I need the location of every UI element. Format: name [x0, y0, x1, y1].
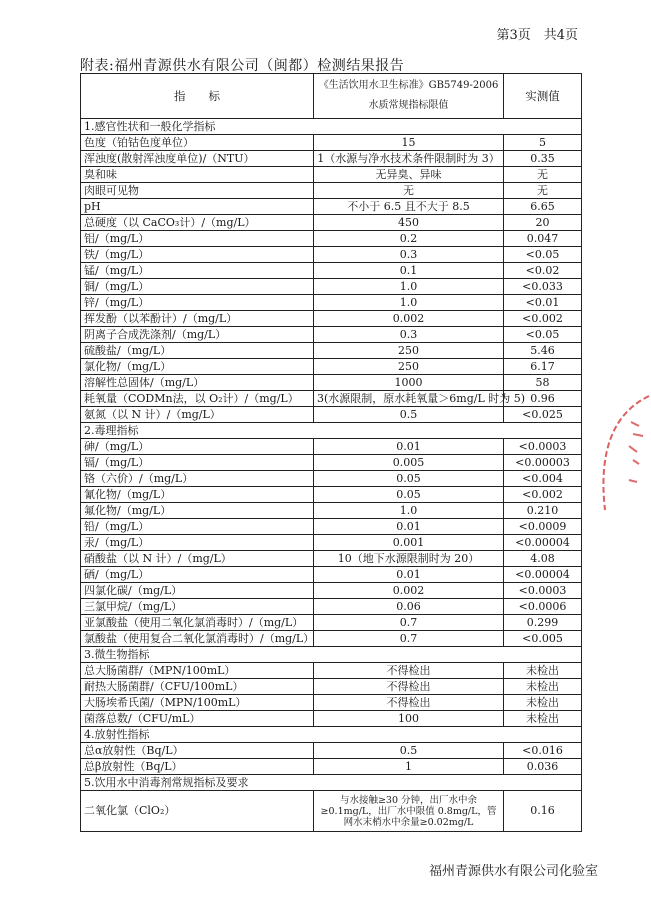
results-table-container: [80, 73, 581, 832]
indicator-name: 硝酸盐（以 N 计）/（mg/L）: [81, 551, 314, 567]
measured-value: <0.016: [504, 743, 582, 759]
standard-limit: 3(水源限制，原水耗氧量＞6mg/L 时为 5): [314, 391, 504, 407]
indicator-name: 汞/（mg/L）: [81, 535, 314, 551]
indicator-name: 二氧化氯（ClO₂）: [81, 791, 314, 832]
table-row: [81, 679, 582, 695]
measured-value: <0.0009: [504, 519, 582, 535]
measured-value: 未检出: [504, 695, 582, 711]
table-row: [81, 247, 582, 263]
indicator-name: 耐热大肠菌群/（CFU/100mL）: [81, 679, 314, 695]
section-label: 2.毒理指标: [81, 423, 582, 439]
standard-limit: 与水接触≥30 分钟，出厂水中余≥0.1mg/L，出厂水中限值 0.8mg/L，管网水末梢水中余量≥0.02mg/L: [314, 791, 504, 832]
table-row: [81, 263, 582, 279]
standard-limit: 250: [314, 343, 504, 359]
section-row: [81, 727, 582, 743]
standard-limit: 0.1: [314, 263, 504, 279]
table-row: [81, 391, 582, 407]
measured-value: 未检出: [504, 679, 582, 695]
indicator-name: pH: [81, 199, 314, 215]
indicator-name: 氨氮（以 N 计）/（mg/L）: [81, 407, 314, 423]
table-row: [81, 759, 582, 775]
standard-limit: 250: [314, 359, 504, 375]
indicator-name: 氯化物/（mg/L）: [81, 359, 314, 375]
measured-value: 0.299: [504, 615, 582, 631]
section-label: 4.放射性指标: [81, 727, 582, 743]
measured-value: <0.02: [504, 263, 582, 279]
table-header-row: [81, 74, 582, 119]
standard-limit: 0.3: [314, 247, 504, 263]
page-number: 第3页 共4页: [496, 28, 578, 43]
measured-value: 4.08: [504, 551, 582, 567]
table-row: [81, 295, 582, 311]
standard-limit: 1: [314, 759, 504, 775]
table-row: [81, 167, 582, 183]
indicator-name: 溶解性总固体/（mg/L）: [81, 375, 314, 391]
standard-limit: 0.01: [314, 567, 504, 583]
standard-limit: 不小于 6.5 且不大于 8.5: [314, 199, 504, 215]
header-measured: 实测值: [504, 74, 582, 119]
measured-value: <0.0003: [504, 583, 582, 599]
indicator-name: 耗氧量（CODMn法，以 O₂计）/（mg/L）: [81, 391, 314, 407]
indicator-name: 铅/（mg/L）: [81, 519, 314, 535]
table-row: [81, 215, 582, 231]
table-row: [81, 791, 582, 832]
indicator-name: 阴离子合成洗涤剂/（mg/L）: [81, 327, 314, 343]
indicator-name: 砷/（mg/L）: [81, 439, 314, 455]
measured-value: <0.00004: [504, 567, 582, 583]
table-row: [81, 231, 582, 247]
indicator-name: 铬（六价）/（mg/L）: [81, 471, 314, 487]
section-row: [81, 775, 582, 791]
standard-limit: 0.2: [314, 231, 504, 247]
measured-value: <0.05: [504, 327, 582, 343]
measured-value: 58: [504, 375, 582, 391]
measured-value: <0.005: [504, 631, 582, 647]
table-row: [81, 151, 582, 167]
standard-limit: 0.5: [314, 743, 504, 759]
table-row: [81, 583, 582, 599]
standard-limit: 0.7: [314, 631, 504, 647]
standard-limit: 1.0: [314, 279, 504, 295]
table-row: [81, 471, 582, 487]
measured-value: <0.0003: [504, 439, 582, 455]
measured-value: 0.210: [504, 503, 582, 519]
table-row: [81, 327, 582, 343]
measured-value: <0.01: [504, 295, 582, 311]
section-label: 3.微生物指标: [81, 647, 582, 663]
table-row: [81, 439, 582, 455]
measured-value: 6.17: [504, 359, 582, 375]
measured-value: <0.033: [504, 279, 582, 295]
indicator-name: 氯酸盐（使用复合二氧化氯消毒时）/（mg/L）: [81, 631, 314, 647]
measured-value: <0.0006: [504, 599, 582, 615]
indicator-name: 总α放射性（Bq/L）: [81, 743, 314, 759]
section-label: 1.感官性状和一般化学指标: [81, 119, 582, 135]
indicator-name: 浑浊度(散射浑浊度单位)/（NTU）: [81, 151, 314, 167]
measured-value: 0.047: [504, 231, 582, 247]
measured-value: <0.002: [504, 311, 582, 327]
indicator-name: 总β放射性（Bq/L）: [81, 759, 314, 775]
header-standard-line2: 水质常规指标限值: [368, 100, 449, 111]
indicator-name: 铝/（mg/L）: [81, 231, 314, 247]
indicator-name: 锰/（mg/L）: [81, 263, 314, 279]
standard-limit: 不得检出: [314, 663, 504, 679]
standard-limit: 0.001: [314, 535, 504, 551]
table-row: [81, 375, 582, 391]
standard-limit: 450: [314, 215, 504, 231]
standard-limit: 10（地下水源限制时为 20）: [314, 551, 504, 567]
indicator-name: 三氯甲烷/（mg/L）: [81, 599, 314, 615]
red-seal-stamp: [591, 392, 651, 512]
measured-value: 0.35: [504, 151, 582, 167]
table-row: [81, 279, 582, 295]
standard-limit: 15: [314, 135, 504, 151]
indicator-name: 锌/（mg/L）: [81, 295, 314, 311]
measured-value: <0.025: [504, 407, 582, 423]
measured-value: <0.00004: [504, 535, 582, 551]
measured-value: 无: [504, 167, 582, 183]
standard-limit: 0.005: [314, 455, 504, 471]
indicator-name: 色度（铂钴色度单位）: [81, 135, 314, 151]
standard-limit: 1（水源与净水技术条件限制时为 3）: [314, 151, 504, 167]
table-row: [81, 311, 582, 327]
table-row: [81, 615, 582, 631]
table-row: [81, 199, 582, 215]
table-row: [81, 663, 582, 679]
table-row: [81, 551, 582, 567]
table-row: [81, 455, 582, 471]
standard-limit: 0.06: [314, 599, 504, 615]
indicator-name: 亚氯酸盐（使用二氧化氯消毒时）/（mg/L）: [81, 615, 314, 631]
indicator-name: 总硬度（以 CaCO₃计）/（mg/L）: [81, 215, 314, 231]
table-body: [81, 119, 582, 832]
standard-limit: 无: [314, 183, 504, 199]
results-table: [80, 73, 582, 832]
table-row: [81, 407, 582, 423]
table-row: [81, 519, 582, 535]
measured-value: 0.96: [504, 391, 582, 407]
standard-limit: 0.5: [314, 407, 504, 423]
table-row: [81, 343, 582, 359]
indicator-name: 总大肠菌群/（MPN/100mL）: [81, 663, 314, 679]
measured-value: 未检出: [504, 663, 582, 679]
measured-value: <0.004: [504, 471, 582, 487]
table-row: [81, 183, 582, 199]
standard-limit: 1.0: [314, 295, 504, 311]
footer-lab-name: 福州青源供水有限公司化验室: [428, 864, 598, 879]
table-row: [81, 567, 582, 583]
table-row: [81, 487, 582, 503]
indicator-name: 硒/（mg/L）: [81, 567, 314, 583]
measured-value: <0.00003: [504, 455, 582, 471]
table-row: [81, 359, 582, 375]
indicator-name: 臭和味: [81, 167, 314, 183]
standard-limit: 不得检出: [314, 679, 504, 695]
measured-value: 无: [504, 183, 582, 199]
standard-limit: 0.01: [314, 439, 504, 455]
table-row: [81, 711, 582, 727]
measured-value: 未检出: [504, 711, 582, 727]
measured-value: 6.65: [504, 199, 582, 215]
standard-limit: 0.05: [314, 471, 504, 487]
standard-limit: 0.01: [314, 519, 504, 535]
standard-limit: 1000: [314, 375, 504, 391]
table-row: [81, 631, 582, 647]
indicator-name: 四氯化碳/（mg/L）: [81, 583, 314, 599]
measured-value: 20: [504, 215, 582, 231]
header-standard-line1: 《生活饮用水卫生标准》GB5749-2006: [318, 80, 499, 91]
measured-value: 5: [504, 135, 582, 151]
indicator-name: 铜/（mg/L）: [81, 279, 314, 295]
header-indicator: 指 标: [81, 74, 314, 119]
header-standard: [314, 74, 504, 119]
indicator-name: 氟化物/（mg/L）: [81, 503, 314, 519]
standard-limit: 0.7: [314, 615, 504, 631]
measured-value: 5.46: [504, 343, 582, 359]
section-label: 5.饮用水中消毒剂常规指标及要求: [81, 775, 582, 791]
standard-limit: 1.0: [314, 503, 504, 519]
section-row: [81, 647, 582, 663]
table-row: [81, 599, 582, 615]
indicator-name: 镉/（mg/L）: [81, 455, 314, 471]
indicator-name: 铁/（mg/L）: [81, 247, 314, 263]
table-row: [81, 503, 582, 519]
table-row: [81, 743, 582, 759]
standard-limit: 不得检出: [314, 695, 504, 711]
indicator-name: 硫酸盐/（mg/L）: [81, 343, 314, 359]
indicator-name: 菌落总数/（CFU/mL）: [81, 711, 314, 727]
report-title: 附表:福州青源供水有限公司（闽都）检测结果报告: [80, 58, 405, 74]
table-row: [81, 135, 582, 151]
indicator-name: 挥发酚（以苯酚计）/（mg/L）: [81, 311, 314, 327]
standard-limit: 0.3: [314, 327, 504, 343]
measured-value: <0.002: [504, 487, 582, 503]
measured-value: 0.036: [504, 759, 582, 775]
indicator-name: 氰化物/（mg/L）: [81, 487, 314, 503]
standard-limit: 100: [314, 711, 504, 727]
section-row: [81, 423, 582, 439]
indicator-name: 肉眼可见物: [81, 183, 314, 199]
measured-value: <0.05: [504, 247, 582, 263]
section-row: [81, 119, 582, 135]
standard-limit: 无异臭、异味: [314, 167, 504, 183]
standard-limit: 0.05: [314, 487, 504, 503]
standard-limit: 0.002: [314, 583, 504, 599]
table-row: [81, 535, 582, 551]
indicator-name: 大肠埃希氏菌/（MPN/100mL）: [81, 695, 314, 711]
table-row: [81, 695, 582, 711]
measured-value: 0.16: [504, 791, 582, 832]
standard-limit: 0.002: [314, 311, 504, 327]
